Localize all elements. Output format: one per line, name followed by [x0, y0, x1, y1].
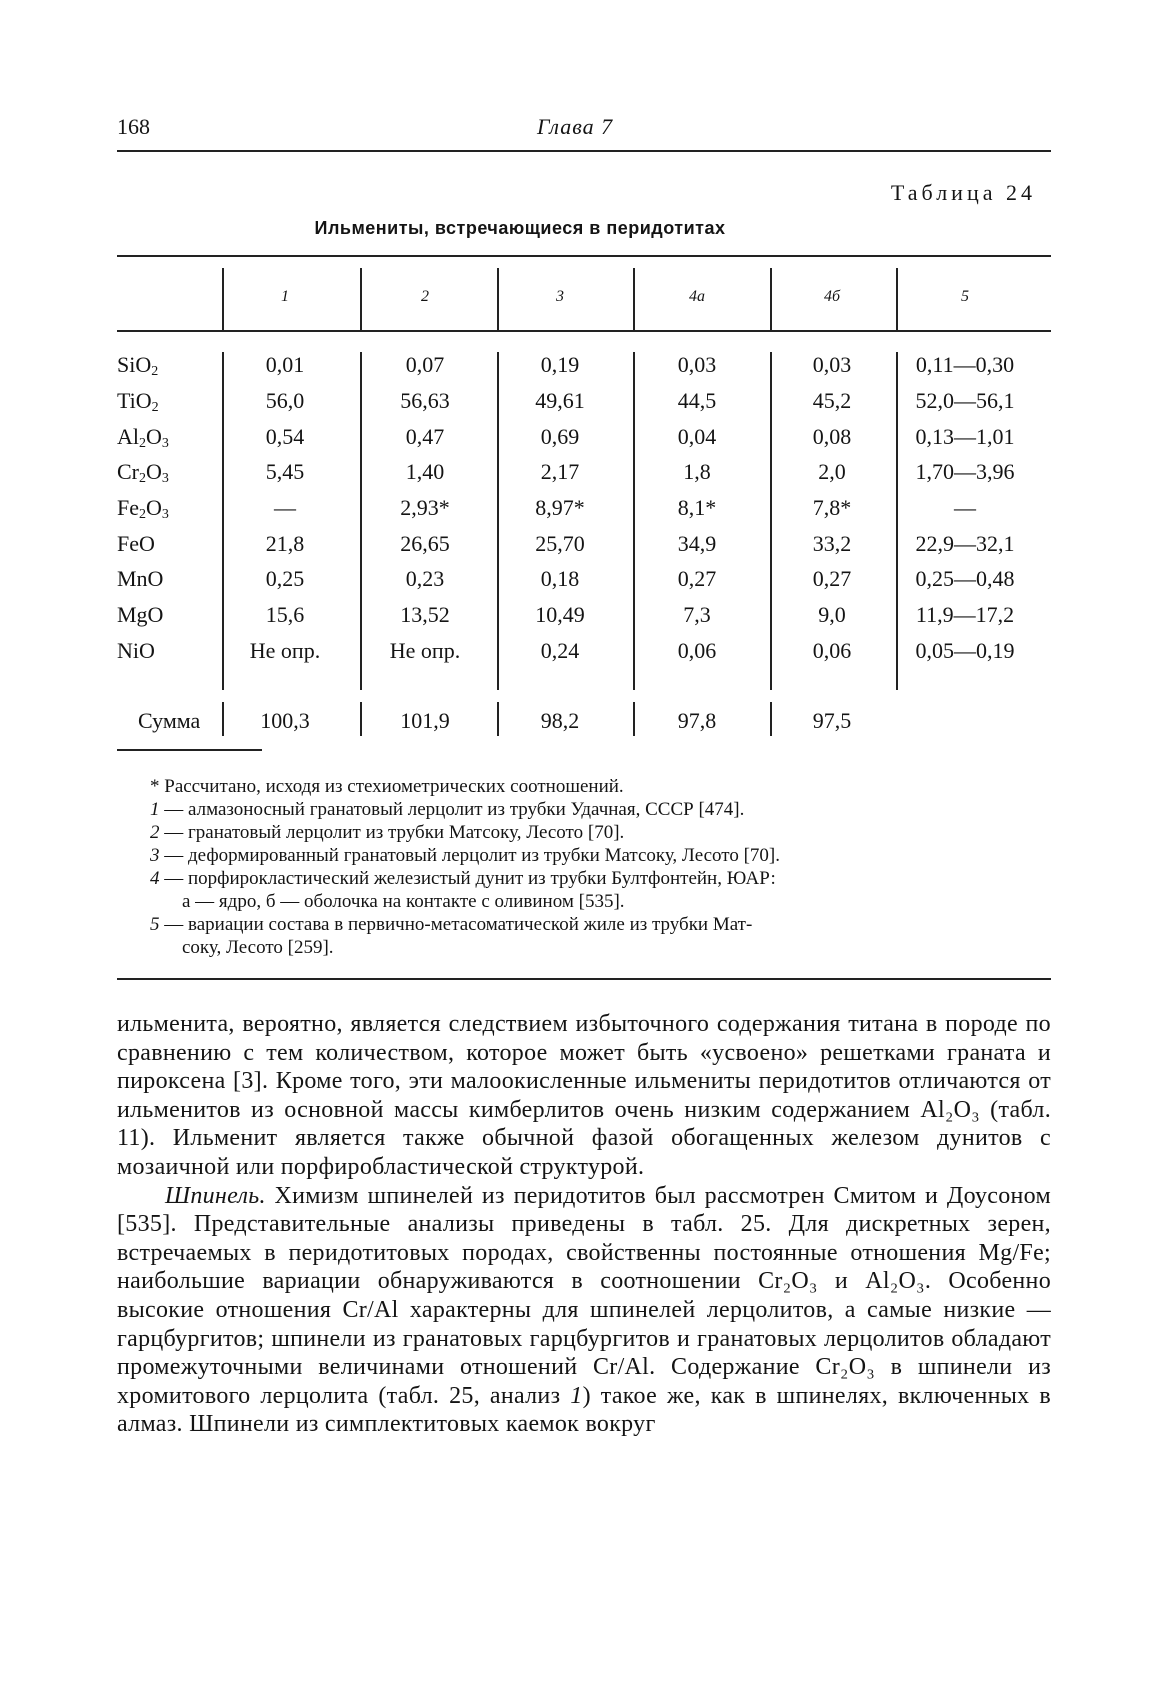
table-cell: 0,05—0,19: [915, 638, 1015, 663]
table-label: Таблица 24: [890, 180, 1036, 205]
table-cell: 45,2: [812, 388, 852, 413]
table-cell: 44,5: [677, 388, 717, 413]
notes-bottom-rule: [117, 978, 1051, 980]
table-cell: 2,0: [818, 459, 846, 484]
table-top-rule: [117, 255, 1051, 257]
table-cell: 0,69: [540, 424, 580, 449]
footnote-number: 5: [150, 914, 160, 935]
table-cell: 1,8: [683, 459, 711, 484]
footnote-number: 4: [150, 868, 160, 889]
table-cell: —: [954, 495, 976, 520]
table-title-text: Ильмениты, встречающиеся в перидотитах: [314, 218, 726, 238]
table-cell: 0,27: [677, 566, 717, 591]
column-divider: [497, 352, 499, 690]
table-cell: 2,17: [540, 459, 580, 484]
table-cell: 7,8*: [812, 495, 852, 520]
table-head-rule: [117, 330, 1051, 332]
table-cell: 9,0: [818, 602, 846, 627]
table-foot-rule: [117, 749, 262, 751]
column-header: 1: [281, 288, 289, 305]
table-cell: 2,93*: [400, 495, 450, 520]
row-label: FeO: [117, 531, 155, 556]
footnote-line: [150, 867, 1050, 890]
footnote-text: * Рассчитано, исходя из стехиометрических соотношений.: [150, 776, 624, 797]
table-cell: 0,13—1,01: [915, 424, 1015, 449]
footnote-text: — деформированный гранатовый лерцолит из трубки Матсоку, Лесото [70].: [159, 845, 780, 866]
paragraph-2-text-a: Химизм шпинелей из перидотитов был рассмотрен Смитом и Доусоном [535]. Представительные анализы приведены в табл. 25. Для дискретных зерен, встречаемых в перидотитовых породах, свойственны постоянные отношения Mg/Fe; наибольшие вариации обнаруживаются в соотношении Cr₂O₃ и Al₂O₃. Особенно высокие отношения Cr/Al характерны для шпинелей лерцолитов, а самые низкие — гарцбургитов; шпинели из гранатовых гарцбургитов и гранатовых лерцолитов обладают промежуточными величинами отношений Cr/Al. Содержание Cr₂O₃ в шпинели из хромитового лерцолита (табл. 25, анализ: [117, 1182, 1051, 1409]
footnote-line: [150, 821, 1050, 844]
row-label: $Fe_2O_3$: [117, 495, 169, 522]
footnote-line: [150, 913, 1050, 936]
table-cell: 0,19: [540, 352, 580, 377]
table-cell: 8,97*: [535, 495, 585, 520]
analysis-number: 1: [570, 1382, 583, 1409]
table-cell: 25,70: [535, 531, 585, 556]
table-cell: 0,25: [265, 566, 305, 591]
table-cell: 11,9—17,2: [915, 602, 1015, 627]
table-cell: 7,3: [683, 602, 711, 627]
table-cell: 0,03: [812, 352, 852, 377]
table-cell: 0,06: [677, 638, 717, 663]
table-cell: 56,63: [400, 388, 450, 413]
header-rule: [117, 150, 1051, 152]
row-label: $Al_2O_3$: [117, 424, 169, 451]
table-cell: 56,0: [265, 388, 305, 413]
column-divider: [633, 268, 635, 330]
table-cell: 0,18: [540, 566, 580, 591]
sum-divider: [770, 702, 772, 736]
table-cell: 10,49: [535, 602, 585, 627]
row-label: NiO: [117, 638, 155, 663]
table-cell: 0,47: [405, 424, 445, 449]
footnote-text: — вариации состава в первично-метасоматической жиле из трубки Мат-: [159, 914, 753, 935]
sum-divider: [633, 702, 635, 736]
column-divider: [770, 352, 772, 690]
paragraph-1: ильменита, вероятно, является следствием избыточного содержания титана в породе по сравнению с тем количеством, которое может быть «усвоено» решетками граната и пироксена [3]. Кроме того, эти малоокисленные ильмениты перидотитов отличаются от ильменитов из основной массы кимберлитов очень низким содержанием Al₂O₃ (табл. 11). Ильменит является также обычной фазой обогащенных железом дунитов с мозаичной или порфиробластической структурой.: [117, 1011, 1051, 1180]
sum-cell: 98,2: [540, 708, 580, 733]
sum-divider: [497, 702, 499, 736]
column-divider: [222, 268, 224, 330]
column-header: 5: [961, 288, 969, 305]
footnote-number: 3: [150, 845, 160, 866]
sum-cell: 100,3: [260, 708, 310, 733]
table-cell: 1,40: [405, 459, 445, 484]
table-cell: —: [274, 495, 296, 520]
footnote-text: соку, Лесото [259].: [182, 937, 334, 958]
paragraph-2-text-b: ) такое же, как в шпинелях, включенных в алмаз. Шпинели из симплектитовых каемок вокруг: [117, 1382, 1052, 1438]
table-cell: 34,9: [677, 531, 717, 556]
footnote-text: — гранатовый лерцолит из трубки Матсоку, Лесото [70].: [159, 822, 625, 843]
table-cell: 33,2: [812, 531, 852, 556]
footnote-text: а — ядро, б — оболочка на контакте с оливином [535].: [182, 891, 625, 912]
table-cell: 0,01: [265, 352, 305, 377]
table-cell: 13,52: [400, 602, 450, 627]
table-cell: 0,11—0,30: [915, 352, 1015, 377]
table-cell: 0,08: [812, 424, 852, 449]
table-cell: 15,6: [265, 602, 305, 627]
sum-cell: 97,8: [677, 708, 717, 733]
column-divider: [222, 352, 224, 690]
column-divider: [896, 268, 898, 330]
table-cell: 5,45: [265, 459, 305, 484]
table-cell: 0,27: [812, 566, 852, 591]
row-label: TiO$_2$: [117, 388, 159, 415]
table-cell: 0,24: [540, 638, 580, 663]
footnote-line: [150, 936, 1050, 959]
table-cell: 0,07: [405, 352, 445, 377]
footnote-line: [150, 798, 1050, 821]
column-divider: [360, 268, 362, 330]
table-cell: 26,65: [400, 531, 450, 556]
body-text: [117, 1010, 1051, 1439]
sum-cell: 101,9: [400, 708, 450, 733]
footnote-text: — алмазоносный гранатовый лерцолит из трубки Удачная, СССР [474].: [159, 799, 745, 820]
table-cell: 0,54: [265, 424, 305, 449]
spinel-heading: Шпинель.: [165, 1182, 266, 1209]
table-cell: 0,23: [405, 566, 445, 591]
table-cell: 22,9—32,1: [915, 531, 1015, 556]
running-title: Глава 7: [537, 114, 614, 139]
column-divider: [633, 352, 635, 690]
row-label: MnO: [117, 566, 164, 591]
footnote-number: 2: [150, 822, 160, 843]
paragraph-2: [117, 1182, 1051, 1439]
footnote-text: — порфирокластический железистый дунит из трубки Бултфонтейн, ЮАР:: [159, 868, 776, 889]
table-title: [0, 218, 1164, 239]
table-cell: Не опр.: [389, 638, 461, 663]
row-label: MgO: [117, 602, 164, 627]
row-label: $Cr_2O_3$: [117, 459, 169, 486]
table-cell: 21,8: [265, 531, 305, 556]
column-header: 3: [556, 288, 564, 305]
table-cell: 52,0—56,1: [915, 388, 1015, 413]
table-cell: 8,1*: [677, 495, 717, 520]
column-header: 4а: [689, 288, 705, 305]
sum-label: Сумма: [138, 708, 201, 733]
table-cell: 1,70—3,96: [915, 459, 1015, 484]
sum-cell: 97,5: [812, 708, 852, 733]
row-label: SiO$_2$: [117, 352, 159, 379]
sum-divider: [360, 702, 362, 736]
footnote-line: [150, 775, 1050, 798]
table-cell: 0,25—0,48: [915, 566, 1015, 591]
table-cell: 0,04: [677, 424, 717, 449]
sum-divider: [222, 702, 224, 736]
footnote-line: [150, 890, 1050, 913]
table-cell: 49,61: [535, 388, 585, 413]
column-header: 2: [421, 288, 429, 305]
table-cell: 0,06: [812, 638, 852, 663]
page-header: [117, 114, 1051, 154]
column-divider: [770, 268, 772, 330]
table-cell: 0,03: [677, 352, 717, 377]
column-divider: [497, 268, 499, 330]
table-footnotes: [150, 775, 1050, 959]
table-cell: Не опр.: [249, 638, 321, 663]
column-header: 4б: [823, 288, 841, 305]
page-number: 168: [117, 114, 150, 139]
footnote-number: 1: [150, 799, 160, 820]
footnote-line: [150, 844, 1050, 867]
column-divider: [360, 352, 362, 690]
